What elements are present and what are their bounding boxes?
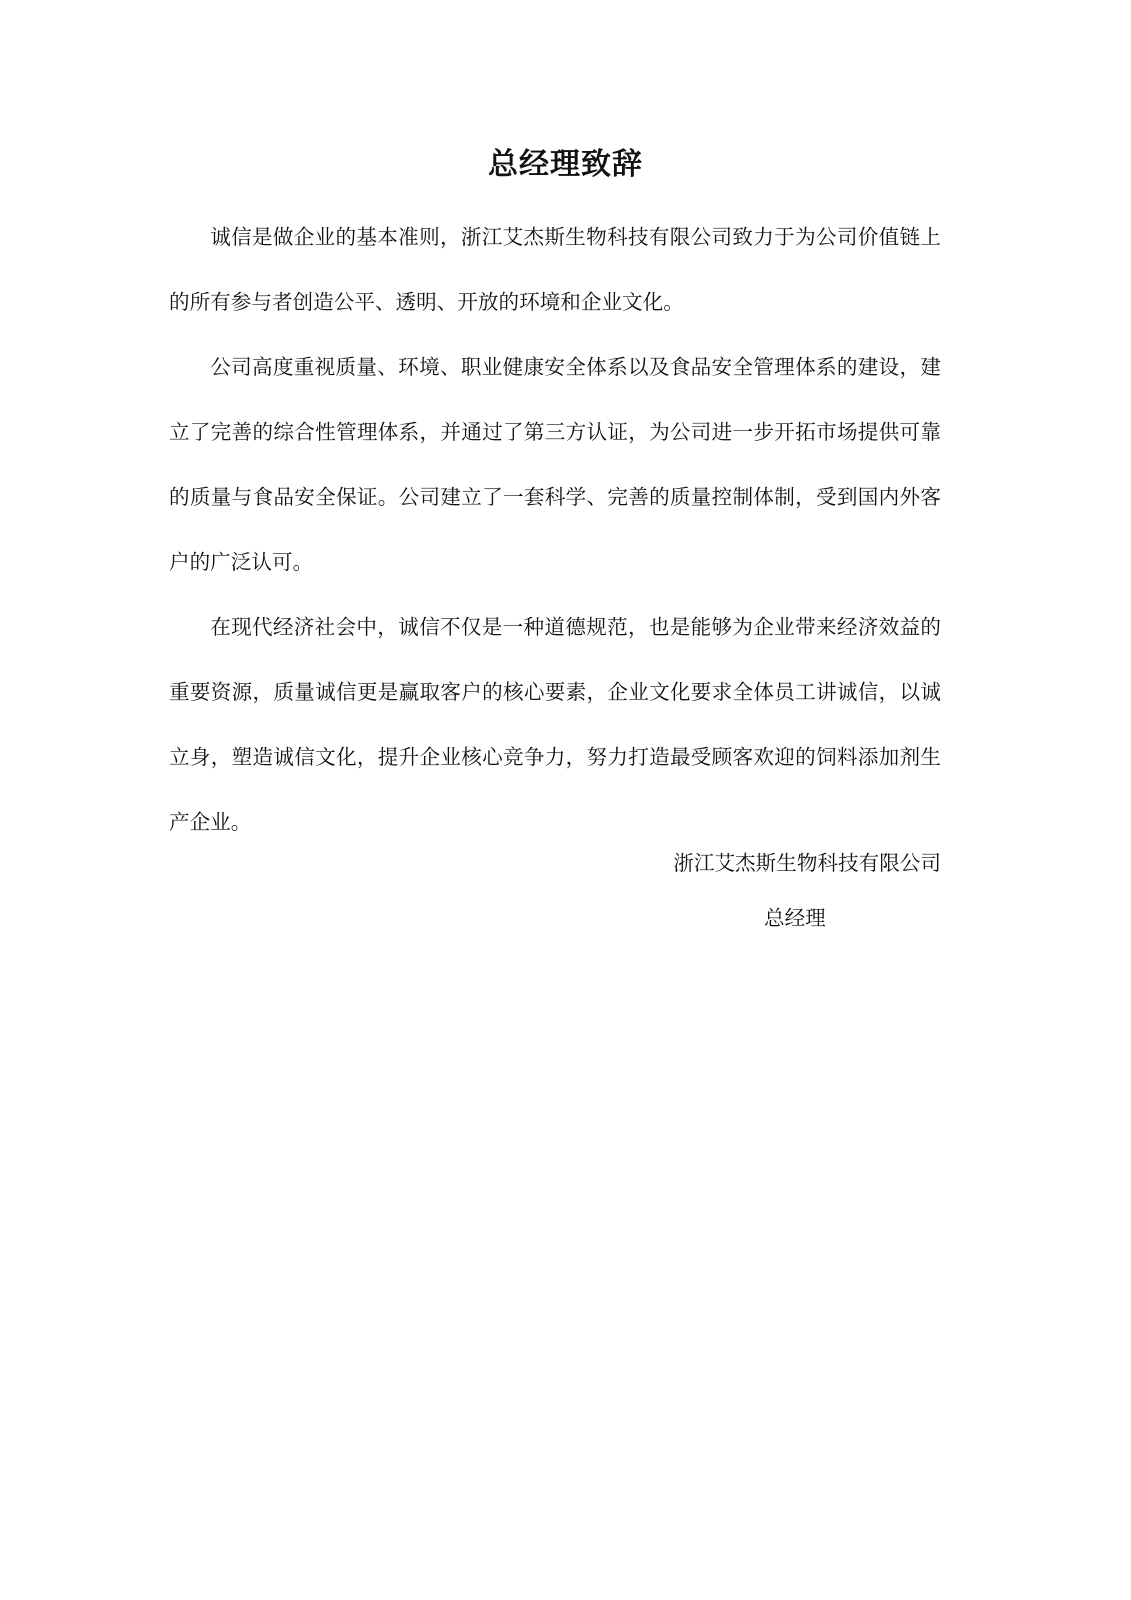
paragraph-integrity: 诚信是做企业的基本准则，浙江艾杰斯生物科技有限公司致力于为公司价值链上的所有参与者创造公平、透明、开放的环境和企业文化。 [169, 225, 941, 314]
signature-company: 浙江艾杰斯生物科技有限公司 [673, 851, 941, 875]
paragraph-quality-system: 公司高度重视质量、环境、职业健康安全体系以及食品安全管理体系的建设，建立了完善的综合性管理体系，并通过了第三方认证，为公司进一步开拓市场提供可靠的质量与食品安全保证。公司建立了一套科学、完善的质量控制体制，受到国内外客户的广泛认可。 [169, 355, 941, 574]
signature-position: 总经理 [764, 906, 826, 930]
document-body [169, 205, 941, 855]
page-title: 总经理致辞 [488, 147, 643, 182]
paragraph-corporate-culture: 在现代经济社会中，诚信不仅是一种道德规范，也是能够为企业带来经济效益的重要资源，质量诚信更是赢取客户的核心要素，企业文化要求全体员工讲诚信，以诚立身，塑造诚信文化，提升企业核心竞争力，努力打造最受顾客欢迎的饲料添加剂生产企业。 [169, 615, 941, 834]
